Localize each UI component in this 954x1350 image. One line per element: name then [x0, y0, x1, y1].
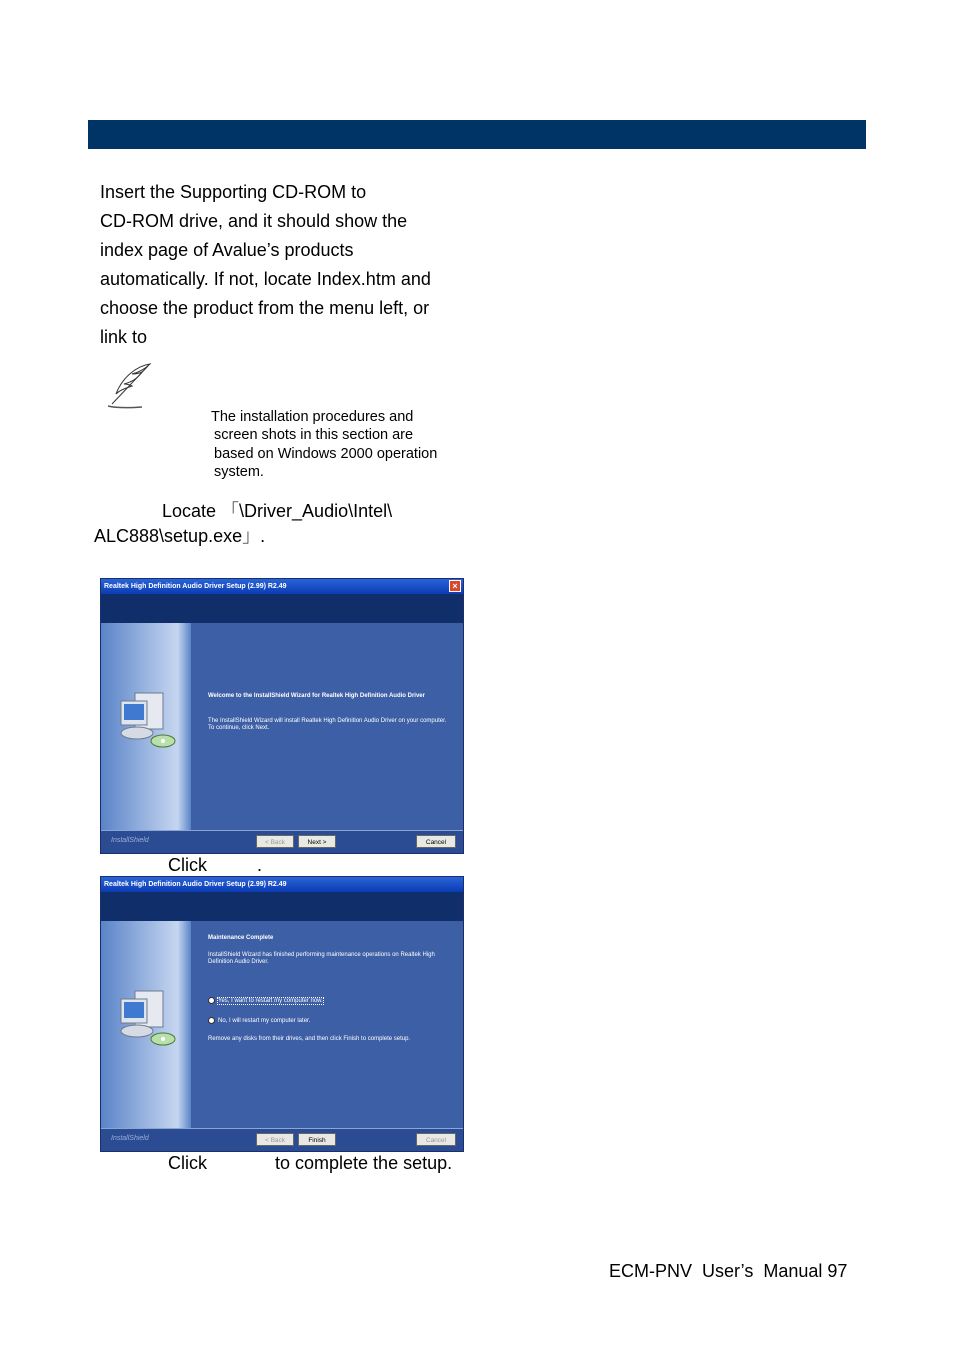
- wizard-side-panel: [101, 623, 191, 831]
- page-number: 97: [827, 1261, 848, 1281]
- back-button[interactable]: < Back: [256, 1133, 294, 1146]
- step3-rest: to complete the setup.: [275, 1153, 453, 1173]
- welcome-body: The InstallShield Wizard will install Realtek High Definition Audio Driver on your computer. To continue, click Next.: [208, 718, 447, 731]
- note-line: The installation procedures and: [211, 409, 414, 425]
- dialog-footer: [101, 830, 463, 853]
- radio-unselected-icon[interactable]: [208, 1017, 215, 1024]
- window-title: Realtek High Definition Audio Driver Setup (2.99) R2.49: [101, 579, 463, 594]
- step1-line2: ALC888\setup.exe」.: [94, 526, 266, 546]
- dialog-footer: [101, 1128, 463, 1151]
- remove-disks-note: Remove any disks from their drives, and then click Finish to complete setup.: [208, 1036, 411, 1042]
- restart-no-option[interactable]: [208, 1017, 448, 1025]
- note-line: system.: [214, 464, 264, 480]
- note-line: screen shots in this section are: [214, 427, 414, 443]
- installshield-welcome-screenshot: [100, 578, 464, 854]
- back-button[interactable]: < Back: [256, 835, 294, 848]
- complete-body: InstallShield Wizard has finished performing maintenance operations on Realtek High Definition Audio Driver.: [208, 952, 435, 965]
- close-icon[interactable]: ×: [449, 580, 461, 592]
- intro-line: Insert the Supporting CD-ROM to: [100, 182, 367, 202]
- step2-dot: .: [257, 855, 263, 875]
- intro-line: choose the product from the menu left, or: [100, 298, 430, 318]
- dialog-banner: [101, 892, 463, 921]
- installshield-brand: InstallShield: [111, 1135, 149, 1142]
- dialog-banner: [101, 594, 463, 623]
- intro-line: automatically. If not, locate Index.htm and: [100, 269, 431, 289]
- wizard-content: [191, 623, 463, 831]
- installshield-complete-screenshot: [100, 876, 464, 1152]
- radio-selected-icon[interactable]: [208, 997, 215, 1004]
- restart-yes-label: Yes, I want to restart my computer now.: [218, 998, 323, 1005]
- step3-click: Click: [168, 1153, 207, 1173]
- intro-line: link to: [100, 327, 148, 347]
- complete-heading: Maintenance Complete: [208, 935, 274, 941]
- cancel-button[interactable]: Cancel: [416, 1133, 456, 1146]
- installshield-brand: InstallShield: [111, 837, 149, 844]
- section-header-bar: [88, 120, 866, 149]
- step1-line1: Locate 「\Driver_Audio\Intel\: [162, 501, 393, 521]
- next-button[interactable]: Next >: [298, 835, 336, 848]
- step2-click: Click: [168, 855, 207, 875]
- manual-title: ECM-PNV User’s Manual: [609, 1261, 823, 1281]
- computer-icon: [117, 987, 177, 1053]
- restart-yes-option[interactable]: [208, 997, 448, 1005]
- cancel-button[interactable]: Cancel: [416, 835, 456, 848]
- finish-button[interactable]: Finish: [298, 1133, 336, 1146]
- computer-icon: [117, 689, 177, 755]
- note-line: based on Windows 2000 operation: [214, 446, 438, 462]
- wizard-side-panel: [101, 921, 191, 1129]
- restart-no-label: No, I will restart my computer later.: [218, 1018, 311, 1025]
- page-footer: [609, 1260, 847, 1282]
- window-title: Realtek High Definition Audio Driver Setup (2.99) R2.49: [101, 877, 463, 892]
- intro-line: CD-ROM drive, and it should show the: [100, 211, 408, 231]
- feather-note-icon: [102, 360, 158, 412]
- intro-line: index page of Avalue’s products: [100, 240, 354, 260]
- wizard-content: [191, 921, 463, 1129]
- welcome-heading: Welcome to the InstallShield Wizard for Realtek High Definition Audio Driver: [208, 693, 425, 699]
